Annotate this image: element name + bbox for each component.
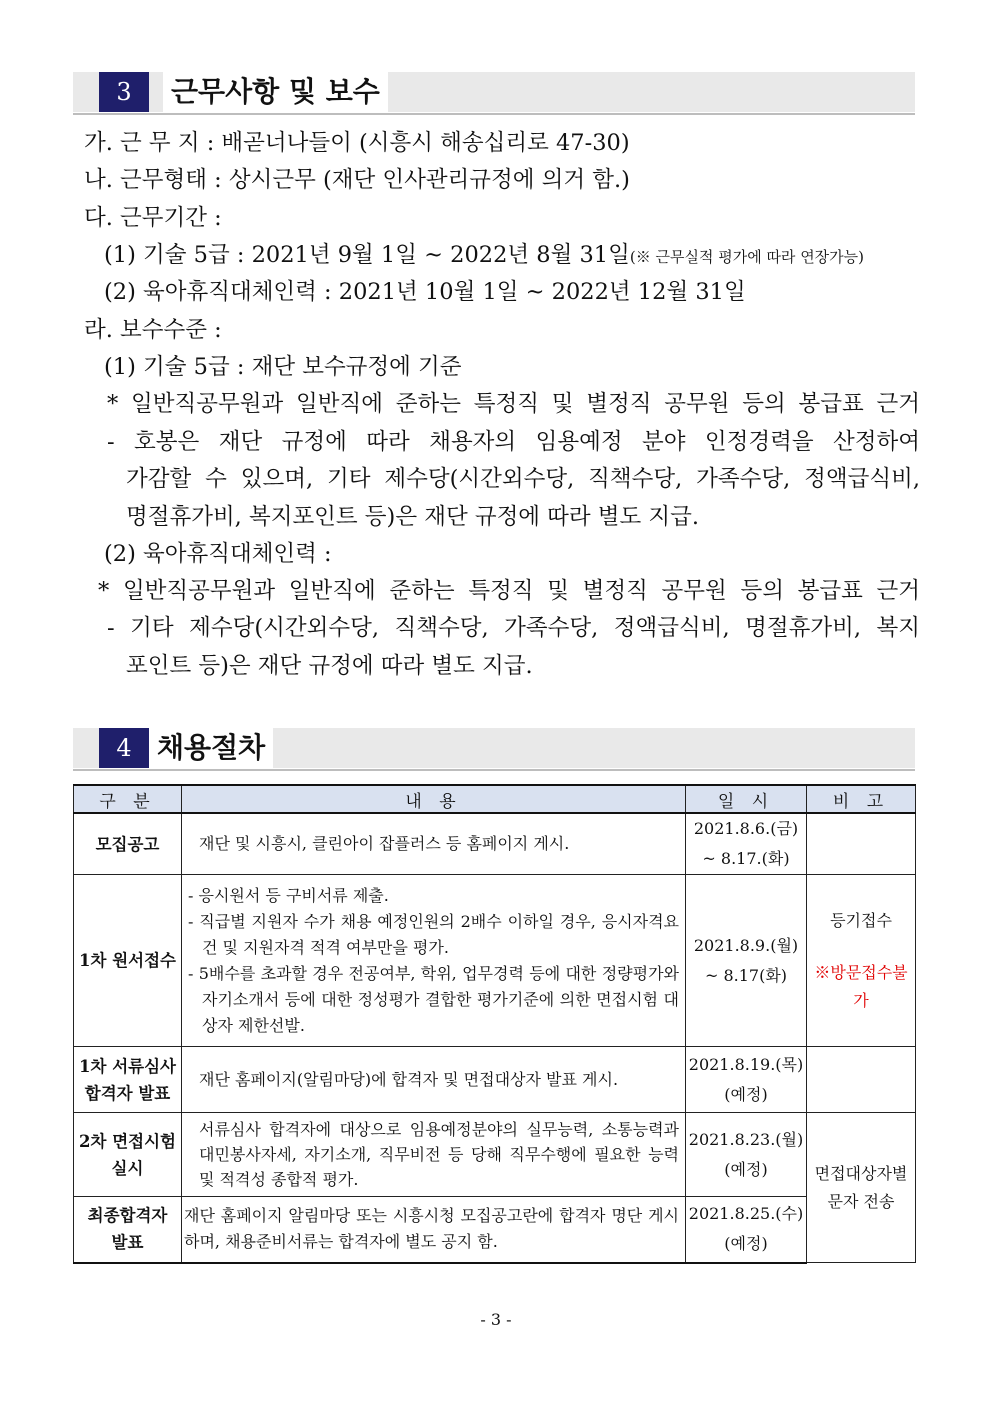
pay-item-2-dash-line-2: 포인트 등)은 재단 규정에 따라 별도 지급. [126,653,533,679]
row-category [74,1197,182,1263]
row-category-line-2: 발표 [111,1233,144,1253]
pay-item-1: (1) 기술 5급 : 재단 보수규정에 기준 [104,354,462,380]
row-date [686,813,807,875]
row-note [807,1113,916,1263]
work-place-line: 가. 근 무 지 : 배곧너나들이 (시흥시 해송십리로 47-30) [84,130,630,156]
row-date [686,1047,807,1113]
work-period-item-1 [104,240,864,272]
section-number: 4 [99,728,149,768]
column-header-category: 구 분 [74,785,182,813]
row-date-start: 2021.8.19.(목) [688,1054,804,1074]
pay-item-1-dash-line-2: 가감할 수 있으며, 기타 제수당(시간외수당, 직책수당, 가족수당, 정액급식비, [126,466,920,492]
row-category [74,1047,182,1113]
work-type-line: 나. 근무형태 : 상시근무 (재단 인사관리규정에 의거 함.) [84,167,630,193]
row-content [182,813,686,875]
row-date [686,1113,807,1197]
row-category [74,1113,182,1197]
page-number: - 3 - [480,1310,512,1329]
row-note-line-2: 문자 전송 [827,1191,895,1211]
work-period-item-1-main: (1) 기술 5급 : 2021년 9월 1일 ~ 2022년 8월 31일 [104,242,630,268]
row-content-text: 서류심사 합격자에 대상으로 임용예정분야의 실무능력, 소통능력과 대민봉사자세, 자기소개, 직무비전 등 당해 직무수행에 필요한 능력 및 적격성 종합적 평가. [199,1120,679,1189]
row-date-end: ~ 8.17(화) [704,965,788,985]
row-content-text: 재단 홈페이지 알림마당 또는 시흥시청 모집공고란에 합격자 명단 게시하며, 채용준비서류는 합격자에 별도 공지 함. [184,1206,679,1252]
row-content [182,875,686,1047]
row-note [807,813,916,875]
row-date-start: 2021.8.6.(금) [693,819,799,838]
table-row [74,813,916,875]
row-content-text: 재단 홈페이지(알림마당)에 합격자 및 면접대상자 발표 게시. [199,1069,619,1089]
row-category: 모집공고 [74,813,182,875]
pay-item-2: (2) 육아휴직대체인력 : [104,541,332,567]
table-header-row [74,785,916,813]
row-category-line-2: 합격자 발표 [84,1083,171,1103]
row-note [807,1047,916,1113]
pay-item-1-dash-line-3: 명절휴가비, 복지포인트 등)은 재단 규정에 따라 별도 지급. [126,504,700,530]
row-content-text: 재단 및 시흥시, 클린아이 잡플러스 등 홈페이지 게시. [199,834,570,853]
pay-item-2-star: * 일반직공무원과 일반직에 준하는 특정직 및 별정직 공무원 등의 봉급표 근거 [98,578,920,604]
row-category-line-1: 2차 면접시험 [79,1131,176,1151]
section-number: 3 [99,72,149,112]
pay-item-1-star: * 일반직공무원과 일반직에 준하는 특정직 및 별정직 공무원 등의 봉급표 근거 [107,391,920,417]
row-category: 1차 원서접수 [74,875,182,1047]
row-category-line-2: 실시 [111,1158,144,1178]
table-row [74,1113,916,1197]
row-content [182,1197,686,1263]
row-note-line-1: 등기접수 [830,910,892,930]
column-header-note: 비 고 [807,785,916,813]
row-content [182,1113,686,1197]
work-period-item-2: (2) 육아휴직대체인력 : 2021년 10월 1일 ~ 2022년 12월 31일 [104,279,746,305]
section-title: 채용절차 [149,728,273,768]
work-period-heading: 다. 근무기간 : [84,205,222,231]
table-row [74,875,916,1047]
row-category-line-1: 최종합격자 [87,1206,168,1226]
section-title: 근무사항 및 보수 [163,72,388,112]
row-date-end: ~ 8.17.(화) [702,849,790,868]
row-content [182,1047,686,1113]
column-header-date: 일 시 [686,785,807,813]
section-header-underline [73,769,915,771]
pay-heading: 라. 보수수준 : [84,317,222,343]
section-4-header [73,728,915,768]
work-period-item-1-note: (※ 근무실적 평가에 따라 연장가능) [629,248,865,266]
row-date [686,875,807,1047]
row-date-start: 2021.8.25.(수) [688,1204,804,1224]
row-content-bullet: - 응시원서 등 구비서류 제출. [188,885,389,905]
row-date [686,1197,807,1263]
row-note [807,875,916,1047]
row-date-start: 2021.8.9.(월) [693,935,799,955]
row-date-end: (예정) [724,1234,768,1254]
table-row [74,1197,916,1263]
row-date-end: (예정) [724,1084,768,1104]
row-note-line-1: 면접대상자별 [814,1163,908,1183]
table-row [74,1047,916,1113]
row-date-start: 2021.8.23.(월) [688,1129,804,1149]
section-3-header [73,72,915,112]
row-content-bullet: - 직급별 지원자 수가 채용 예정인원의 2배수 이하일 경우, 응시자격요건 및 지원자격 적격 여부만을 평가. [188,911,679,957]
row-date-end: (예정) [724,1159,768,1179]
pay-item-2-dash-line-1: - 기타 제수당(시간외수당, 직책수당, 가족수당, 정액급식비, 명절휴가비, 복지 [107,615,920,641]
row-content-bullet: - 5배수를 초과할 경우 전공여부, 학위, 업무경력 등에 대한 정량평가와 자기소개서 등에 대한 정성평가 결합한 평가기준에 의한 면접시험 대상자 제한선발. [188,963,679,1035]
pay-item-1-dash-line-1: - 호봉은 재단 규정에 따라 채용자의 임용예정 분야 인정경력을 산정하여 [107,429,920,455]
column-header-content: 내 용 [182,785,686,813]
row-note-warning: ※방문접수불가 [814,962,908,1010]
row-category-line-1: 1차 서류심사 [79,1056,176,1076]
recruitment-process-table [73,784,916,1264]
section-header-underline [73,113,915,115]
